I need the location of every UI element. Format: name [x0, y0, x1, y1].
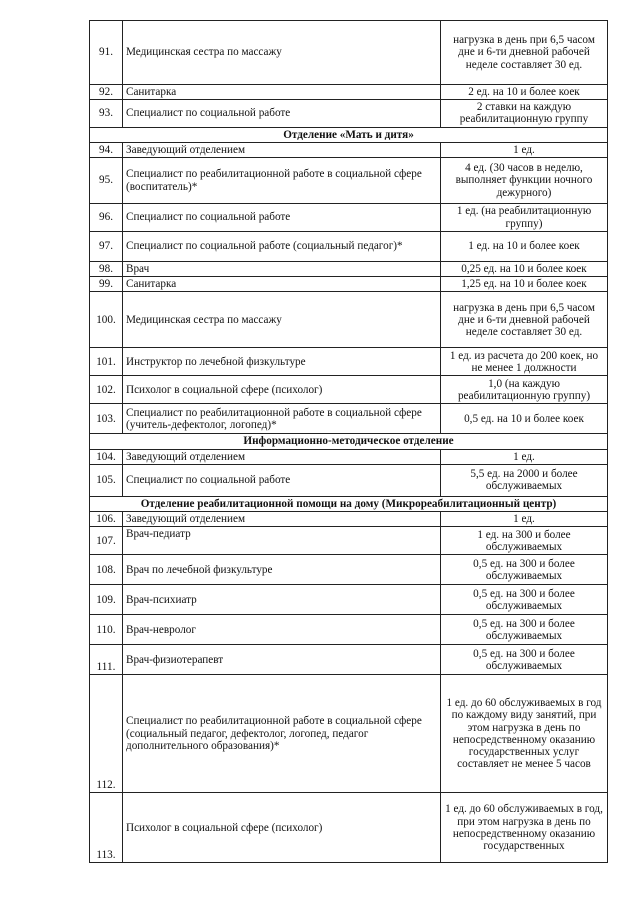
table-row — [90, 527, 608, 555]
staffing-norm: 0,5 ед. на 10 и более коек — [441, 404, 608, 434]
section-title: Информационно-методическое отделение — [90, 434, 608, 449]
table-row — [90, 404, 608, 434]
position-name: Врач-физиотерапевт — [123, 645, 441, 675]
section-title: Отделение реабилитационной помощи на дому (Микрореабилитационный центр) — [90, 496, 608, 511]
position-name: Психолог в социальной сфере (психолог) — [123, 376, 441, 404]
staffing-norm: 1 ед. (на реабилитационную группу) — [441, 204, 608, 232]
row-number: 101. — [90, 348, 123, 376]
position-name: Заведующий отделением — [123, 449, 441, 464]
table-row — [90, 292, 608, 348]
position-name: Врач по лечебной физкультуре — [123, 555, 441, 585]
row-number: 103. — [90, 404, 123, 434]
staffing-norm: 1 ед. на 10 и более коек — [441, 232, 608, 262]
position-name: Специалист по социальной работе — [123, 100, 441, 127]
table-row — [90, 449, 608, 464]
row-number: 104. — [90, 449, 123, 464]
row-number: 95. — [90, 158, 123, 204]
row-number: 98. — [90, 262, 123, 277]
position-name: Заведующий отделением — [123, 142, 441, 157]
row-number: 113. — [90, 793, 123, 863]
staffing-norm: 0,25 ед. на 10 и более коек — [441, 262, 608, 277]
row-number: 100. — [90, 292, 123, 348]
table-row — [90, 645, 608, 675]
staffing-norm: 1 ед. — [441, 449, 608, 464]
table-row — [90, 142, 608, 157]
row-number: 96. — [90, 204, 123, 232]
staffing-norm: 1,25 ед. на 10 и более коек — [441, 277, 608, 292]
staffing-norm: 1 ед. на 300 и более обслуживаемых — [441, 527, 608, 555]
staffing-norm: 4 ед. (30 часов в неделю, выполняет функции ночного дежурного) — [441, 158, 608, 204]
row-number: 109. — [90, 585, 123, 615]
position-name: Врач — [123, 262, 441, 277]
position-name: Специалист по социальной работе — [123, 204, 441, 232]
position-name: Медицинская сестра по массажу — [123, 21, 441, 85]
staffing-norm: 1 ед. — [441, 142, 608, 157]
section-header-row — [90, 127, 608, 142]
table-row — [90, 232, 608, 262]
staffing-norm: 1 ед. из расчета до 200 коек, но не менее 1 должности — [441, 348, 608, 376]
staffing-norm: 2 ставки на каждую реабилитационную группу — [441, 100, 608, 127]
table-row — [90, 376, 608, 404]
section-title: Отделение «Мать и дитя» — [90, 127, 608, 142]
table-row — [90, 585, 608, 615]
position-name: Специалист по социальной работе — [123, 464, 441, 496]
staffing-norm: 0,5 ед. на 300 и более обслуживаемых — [441, 615, 608, 645]
row-number: 111. — [90, 645, 123, 675]
table-row — [90, 793, 608, 863]
position-name: Заведующий отделением — [123, 512, 441, 527]
row-number: 99. — [90, 277, 123, 292]
table-row — [90, 555, 608, 585]
position-name: Специалист по реабилитационной работе в социальной сфере (воспитатель)* — [123, 158, 441, 204]
staffing-norm: 0,5 ед. на 300 и более обслуживаемых — [441, 645, 608, 675]
table-row — [90, 675, 608, 793]
table-row — [90, 21, 608, 85]
table-row — [90, 464, 608, 496]
table-body — [90, 21, 608, 863]
table-row — [90, 85, 608, 100]
row-number: 112. — [90, 675, 123, 793]
table-row — [90, 615, 608, 645]
staffing-norm: 5,5 ед. на 2000 и более обслуживаемых — [441, 464, 608, 496]
staffing-norm: 1 ед. до 60 обслуживаемых в год, при этом нагрузка в день по непосредственному оказанию государственных — [441, 793, 608, 863]
position-name: Врач-невролог — [123, 615, 441, 645]
position-name: Санитарка — [123, 85, 441, 100]
position-name: Специалист по реабилитационной работе в социальной сфере (учитель-дефектолог, логопед)* — [123, 404, 441, 434]
row-number: 107. — [90, 527, 123, 555]
staffing-norm: 1 ед. — [441, 512, 608, 527]
position-name: Санитарка — [123, 277, 441, 292]
staffing-norm: 1 ед. до 60 обслуживаемых в год по каждому виду занятий, при этом нагрузка в день по непосредственному оказанию государственных услуг составляет не менее 5 часов — [441, 675, 608, 793]
row-number: 105. — [90, 464, 123, 496]
row-number: 91. — [90, 21, 123, 85]
section-header-row — [90, 434, 608, 449]
position-name: Медицинская сестра по массажу — [123, 292, 441, 348]
table-row — [90, 277, 608, 292]
row-number: 108. — [90, 555, 123, 585]
position-name: Инструктор по лечебной физкультуре — [123, 348, 441, 376]
staffing-norm: 1,0 (на каждую реабилитационную группу) — [441, 376, 608, 404]
table-row — [90, 512, 608, 527]
position-name: Специалист по социальной работе (социальный педагог)* — [123, 232, 441, 262]
staffing-norm: 0,5 ед. на 300 и более обслуживаемых — [441, 585, 608, 615]
row-number: 110. — [90, 615, 123, 645]
position-name: Врач-педиатр — [123, 527, 441, 555]
position-name: Психолог в социальной сфере (психолог) — [123, 793, 441, 863]
row-number: 94. — [90, 142, 123, 157]
table-row — [90, 158, 608, 204]
table-row — [90, 348, 608, 376]
row-number: 102. — [90, 376, 123, 404]
row-number: 93. — [90, 100, 123, 127]
staffing-norm: 2 ед. на 10 и более коек — [441, 85, 608, 100]
staffing-norm: нагрузка в день при 6,5 часом дне и 6-ти дневной рабочей неделе составляет 30 ед. — [441, 21, 608, 85]
staff-norms-table — [89, 20, 608, 863]
row-number: 97. — [90, 232, 123, 262]
table-row — [90, 100, 608, 127]
table-row — [90, 262, 608, 277]
staffing-norm: нагрузка в день при 6,5 часом дне и 6-ти дневной рабочей неделе составляет 30 ед. — [441, 292, 608, 348]
position-name: Специалист по реабилитационной работе в социальной сфере (социальный педагог, дефектолог, логопед, педагог дополнительного образования)* — [123, 675, 441, 793]
staffing-norm: 0,5 ед. на 300 и более обслуживаемых — [441, 555, 608, 585]
row-number: 92. — [90, 85, 123, 100]
table-row — [90, 204, 608, 232]
section-header-row — [90, 496, 608, 511]
position-name: Врач-психиатр — [123, 585, 441, 615]
row-number: 106. — [90, 512, 123, 527]
